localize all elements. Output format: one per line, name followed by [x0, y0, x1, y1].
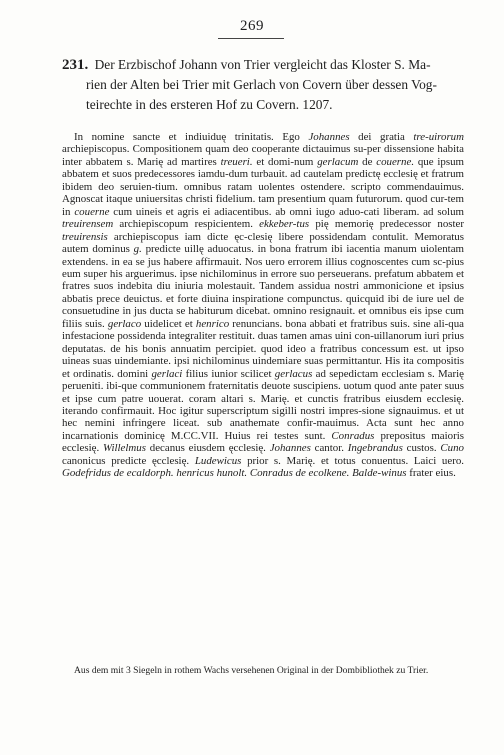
heading-line-1: Der Erzbischof Johann von Trier vergleicht das Kloster S. Ma-	[94, 57, 431, 72]
name-run: tre-uirorum	[413, 131, 464, 143]
text-run: decanus eiusdem ęcclesię.	[145, 442, 270, 455]
heading-line-2: rien der Alten bei Trier mit Gerlach von Covern über dessen Vog-	[86, 77, 437, 92]
name-run: gerlaci	[151, 367, 183, 380]
text-run: canonicus predicte ęcclesię.	[62, 454, 195, 467]
name-run: Conradus	[331, 429, 375, 442]
text-run: prior s. Marię. et totus conuentus. Laici uero.	[241, 454, 464, 467]
name-run: Johannes	[269, 442, 311, 455]
name-run: gerlaco	[107, 317, 142, 330]
name-run: gerlacum	[317, 155, 359, 168]
text-run: ad sepedictam ecclesiam s. Marię perueniti. ibi-que communionem fraternitatis deuote suscipiens. uotum quod ante pater suus et ipse cum patre uouerat. coram altari s. Marię. et cunctis fratribus eiusdem ecclesię. iterando confirmauit. Hoc igitur superscriptum sigilli nostri impres-sione signauimus. et ut hec nemini infringere liceat. sub anathemate confir-mauimus. Acta sunt hec anno incarnationis dominicę M.CC.VII. Huius rei testes sunt.	[62, 367, 464, 442]
source-footnote	[62, 664, 462, 677]
page-number: 269	[240, 18, 264, 34]
footnote-text: Aus dem mit 3 Siegeln in rothem Wachs versehenen Original in der Dombibliothek zu Trier.	[74, 665, 429, 676]
text-run: filius iunior scilicet	[182, 367, 275, 380]
text-run: pię memorię predecessor noster	[309, 218, 464, 231]
page-number-rule	[218, 38, 284, 39]
heading-line-3: teirechte in des ersteren Hof zu Covern. 1207.	[86, 97, 333, 112]
name-run: gerlacus	[274, 367, 313, 380]
text-run: predicte uillę aduocatus. in bona fratrum ibi iacentia manum uiolentam extendens. in ea se jus habere affirmauit. Nos uero errorem illius cognoscentes cum sc-pius eum super his arguerimus. ipse nichilominus in errore suo perseuerans. prefatum abbatem et fratres suos indebita diu iniuria molestauit. Tandem assidua nostri ammonicione et ipsius abbatis prece deuictus. et forte diuina inspiratione compunctus. quicquid ibi de iure uel de consuetudine in jus ducta se habiturum dicebat. omnino resignauit. et omnibus eis ipse cum filiis suis.	[62, 243, 464, 330]
name-run: couerne	[74, 205, 110, 218]
text-run: archiepiscopus. Compositionem quam deo cooperante dictauimus su-per dissensione habita inter abbatem s. Marię ad martires	[62, 143, 464, 168]
charter-paragraph	[62, 131, 464, 480]
name-run: Ludewicus	[194, 454, 242, 467]
name-run: ekkeber-tus	[259, 218, 310, 231]
name-run: henrico	[195, 317, 230, 330]
name-run: Willelmus	[102, 442, 146, 455]
text-run: cum uineis et agris ei adiacentibus. ab omni iugo aduo-cati liberam. ad solum	[109, 205, 464, 218]
name-run: Godefridus de ecaldorph. henricus hunolt. Conradus de ecolkene. Balde-winus	[62, 467, 407, 480]
text-run: de	[358, 155, 377, 168]
text-run: frater eius.	[406, 467, 456, 480]
text-run: archiepiscopus iam dicte ęc-clesię libere possidendam contulit. Memoratus autem dominus	[62, 230, 464, 256]
text-run: custos.	[402, 442, 441, 455]
text-run: et domi-num	[252, 155, 318, 168]
name-run: Johannes	[308, 131, 350, 143]
charter-number: 231.	[62, 57, 89, 73]
text-run: que ipsum abbatem et suos predecessores iamdu-dum turbauit. ad cautelam predictę ecclesię et fratrum ibidem deo seruien-tium. omnibus ratam uolentes ostendere. scripto commendauimus. Agnoscat itaque uniuersitas christi fidelium. tam presentium quam futurorum. quod cur-tem in	[62, 155, 465, 218]
name-run: g.	[133, 243, 142, 256]
text-run: cantor.	[310, 442, 348, 455]
text-run: archiepiscopum respicientem.	[113, 218, 260, 231]
name-run: treuirensis	[62, 230, 108, 243]
charter-text	[62, 131, 464, 480]
text-run: renuncians. bona abbati et fratribus suis. sine ali-qua infestacione possidenda integraliter restituit. duas tamen amas uini con-uillanorum iuri prius deputatas. de his bonis annuatim percipiet. quod ideo a fratribus concessum est. ut ipso uineas suas uindemiante. ipsi nichilominus uindemiare suas permittantur. His ita compositis et ordinatis. domini	[62, 317, 464, 380]
name-run: Ingebrandus	[347, 442, 403, 455]
name-run: couerne.	[376, 155, 415, 168]
name-run: treuirensem	[62, 218, 114, 231]
text-run: prepositus maioris ecclesię.	[62, 429, 464, 455]
text-run: In nomine sancte et indiuiduę trinitatis. Ego	[74, 131, 309, 143]
name-run: treueri.	[220, 155, 253, 168]
charter-heading	[62, 55, 462, 115]
text-run: uidelicet et	[141, 317, 196, 330]
text-run: dei gratia	[349, 131, 414, 143]
name-run: Cuno	[440, 442, 464, 455]
